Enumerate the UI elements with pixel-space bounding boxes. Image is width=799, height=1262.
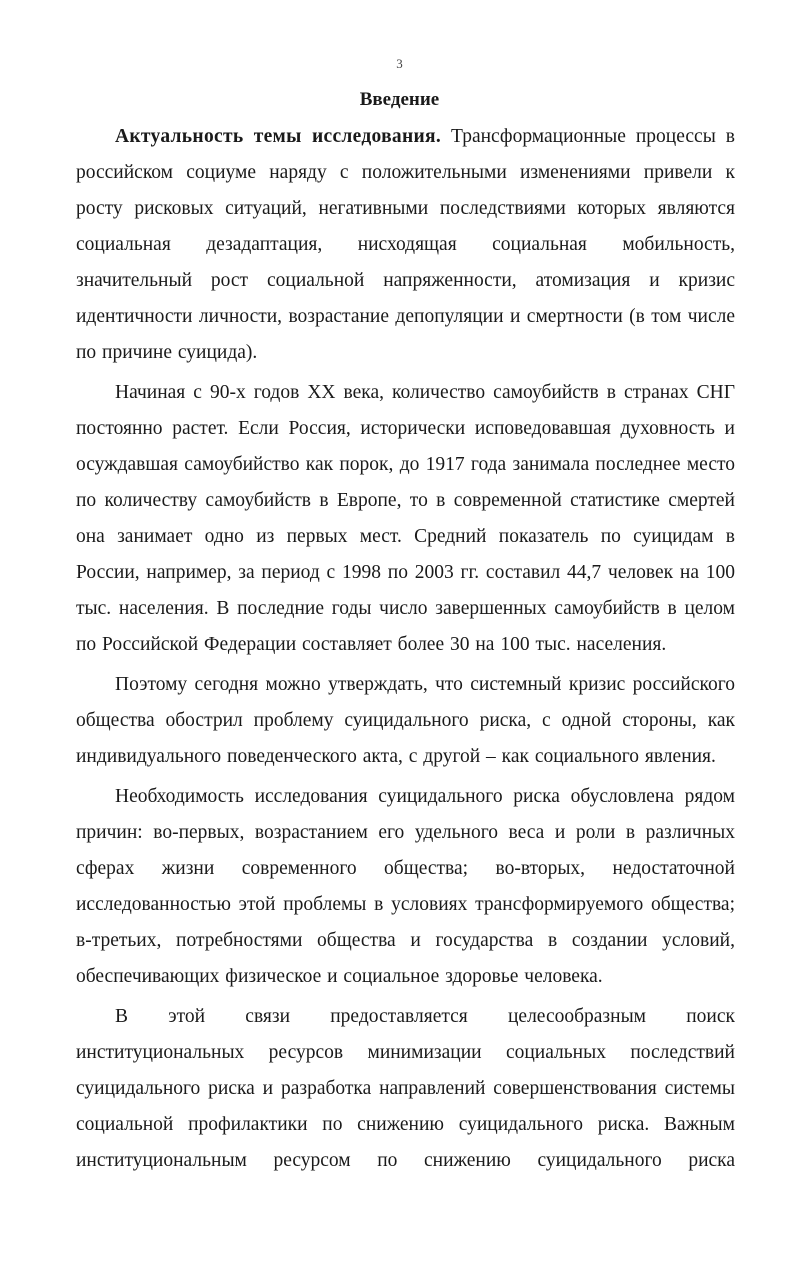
paragraph-text: Начиная с 90-х годов XX века, количество самоубийств в странах СНГ постоянно растет. Если Россия, исторически исповедовавшая духовность и осуждавшая самоубийство как порок, до 1917 года занимала последнее место по количеству самоубийств в Европе, то в современной статистике смертей она занимает одно из первых мест. Средний показатель по суицидам в России, например, за период с 1998 по 2003 гг. составил 44,7 человек на 100 тыс. населения. В последние годы число завершенных самоубийств в целом по Российской Федерации составляет более 30 на 100 тыс. населения. — [76, 382, 735, 655]
paragraph-statistics — [76, 375, 735, 663]
paragraph-relevance — [76, 119, 735, 371]
paragraph-text: Необходимость исследования суицидального риска обусловлена рядом причин: во-первых, возрастанием его удельного веса и роли в различных сферах жизни современного общества; во-вторых, недостаточной исследованностью этой проблемы в условиях трансформируемого общества; в-третьих, потребностями общества и государства в создании условий, обеспечивающих физическое и социальное здоровье человека. — [76, 786, 735, 987]
paragraph-lead: Актуальность темы исследования. — [115, 126, 442, 147]
body-text — [76, 119, 735, 1183]
page-number: 3 — [396, 56, 403, 71]
paragraph-necessity — [76, 779, 735, 995]
paragraph-text: В этой связи предоставляется целесообразным поиск институциональных ресурсов минимизации социальных последствий суицидального риска и разработка направлений совершенствования системы социальной профилактики по снижению суицидального риска. Важным институциональным ресурсом по снижению суицидального риска — [76, 1006, 735, 1171]
paragraph-text: Трансформационные процессы в российском социуме наряду с положительными изменениями привели к росту рисковых ситуаций, негативными последствиями которых являются социальная дезадаптация, нисходящая социальная мобильность, значительный рост социальной напряженности, атомизация и кризис идентичности личности, возрастание депопуляции и смертности (в том числе по причине суицида). — [76, 126, 735, 363]
section-heading: Введение — [359, 89, 440, 110]
paragraph-crisis — [76, 667, 735, 775]
paragraph-text: Поэтому сегодня можно утверждать, что системный кризис российского общества обострил проблему суицидального риска, с одной стороны, как индивидуального поведенческого акта, с другой – как социального явления. — [76, 674, 735, 767]
paragraph-resources — [76, 999, 735, 1179]
